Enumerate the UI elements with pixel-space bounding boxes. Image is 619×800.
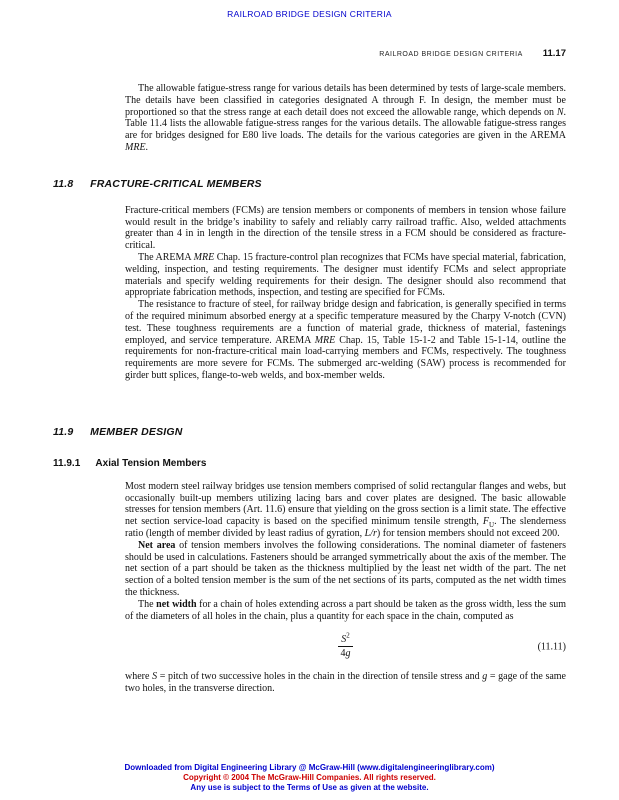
fraction-numerator: $S^2$	[338, 634, 353, 647]
fraction-denominator: 4g	[340, 648, 351, 660]
subsection-number: 11.9.1	[53, 457, 81, 469]
running-header-title: RAILROAD BRIDGE DESIGN CRITERIA	[379, 51, 523, 58]
page-footer	[0, 763, 619, 793]
equation-11-11	[125, 631, 566, 660]
equation-fraction	[338, 631, 353, 660]
equation-number: (11.11)	[537, 641, 566, 653]
section-number: 11.9	[53, 425, 74, 438]
paragraph-tension-members: Most modern steel railway bridges use tension members comprised of solid rectangular flanges and webs, but occasionally built-up members utilizing lacing bars and cover plates are designed. The basic allowable stresses for tension members (Art. 11.6) ensure that yielding on the gross section is a limit state. The effective net section service-load capacity is based on the specified minimum tensile strength, $F_U$. The slenderness ratio (length of member divided by least radius of gyration, L/r) for tension members should not exceed 200.	[125, 480, 566, 539]
section-number: 11.8	[53, 177, 74, 190]
section-heading-11-9	[53, 426, 566, 438]
paragraph-net-width: The net width for a chain of holes extending across a part should be taken as the gross width, less the sum of the diameters of all holes in the chain, plus a quantity for each space in the chain, computed as	[125, 598, 566, 622]
running-header	[53, 43, 566, 61]
top-banner-link[interactable]: RAILROAD BRIDGE DESIGN CRITERIA	[227, 9, 392, 19]
paragraph-fcm-definition: Fracture-critical members (FCMs) are tension members or components of members in tension whose failure would result in the bridge’s inability to safely and reliably carry railroad traffic. Also, welded attachments greater than 4 in in length in the direction of the tensile stress in a FCM should be considered as fracture-critical.	[125, 204, 566, 252]
paragraph-fracture-resistance: The resistance to fracture of steel, for railway bridge design and fabrication, is generally specified in terms of the required minimum absorbed energy at a specific temperature measured by the Charpy V-notch (CVN) test. These toughness requirements are a function of material grade, thickness of material, fastenings employed, and service temperature. AREMA MRE Chap. 15, Table 15-1-2 and Table 15-1-14, outline the requirements for non-fracture-critical main load-carrying members and FCMs, respectively. The toughness requirements are more severe for FCMs. The submerged arc-welding (SAW) process is recommended for girder butt splices, flange-to-web welds, and box-member welds.	[125, 299, 566, 381]
paragraph-net-area: Net area of tension members involves the following considerations. The nominal diameter of fasteners should be used in calculations. Fasteners should be arranged symmetrically about the axis of the member. The net section of a part should be taken as the thickness multiplied by the least net width of the part. The net section of a bolted tension member is the sum of the net sections of its parts, computed as the net width times the thickness.	[125, 539, 567, 598]
subsection-heading-11-9-1	[53, 458, 566, 469]
footer-terms-link[interactable]: Any use is subject to the Terms of Use as given at the website.	[190, 783, 429, 792]
section-title: MEMBER DESIGN	[90, 425, 183, 438]
footer-copyright: Copyright © 2004 The McGraw-Hill Companies. All rights reserved.	[183, 773, 436, 782]
section-title: FRACTURE-CRITICAL MEMBERS	[90, 177, 262, 190]
paragraph-fracture-control-plan: The AREMA MRE Chap. 15 fracture-control plan recognizes that FCMs have special material, fabrication, welding, inspection, and testing requirements. The designer must identify FCMs and select appropriate materials and specify welding requirements for their design. The designer should also recommend that appropriate fabrication methods, inspection, and testing are specified for FCMs.	[125, 251, 567, 299]
paragraph-where-definitions: where S = pitch of two successive holes in the chain in the direction of tensile stress and g = gage of the same two holes, in the transverse direction.	[125, 671, 566, 695]
page-body	[53, 83, 566, 695]
footer-downloaded-link[interactable]: Downloaded from Digital Engineering Library @ McGraw-Hill (www.digitalengineeringlibrary.com)	[124, 763, 495, 772]
paragraph-fatigue-stress: The allowable fatigue-stress range for various details has been determined by tests of large-scale members. The details have been classified in categories designated A through F. In design, the member must be proportioned so that the stress range at each detail does not exceed the allowable range, which depends on N. Table 11.4 lists the allowable fatigue-stress ranges for the various details. The allowable fatigue-stress ranges are for bridges designed for E80 live loads. The details for the various categories are given in the AREMA MRE.	[125, 83, 566, 153]
subsection-title: Axial Tension Members	[95, 457, 207, 469]
page-number: 11.17	[542, 48, 566, 59]
section-heading-11-8	[53, 178, 566, 190]
